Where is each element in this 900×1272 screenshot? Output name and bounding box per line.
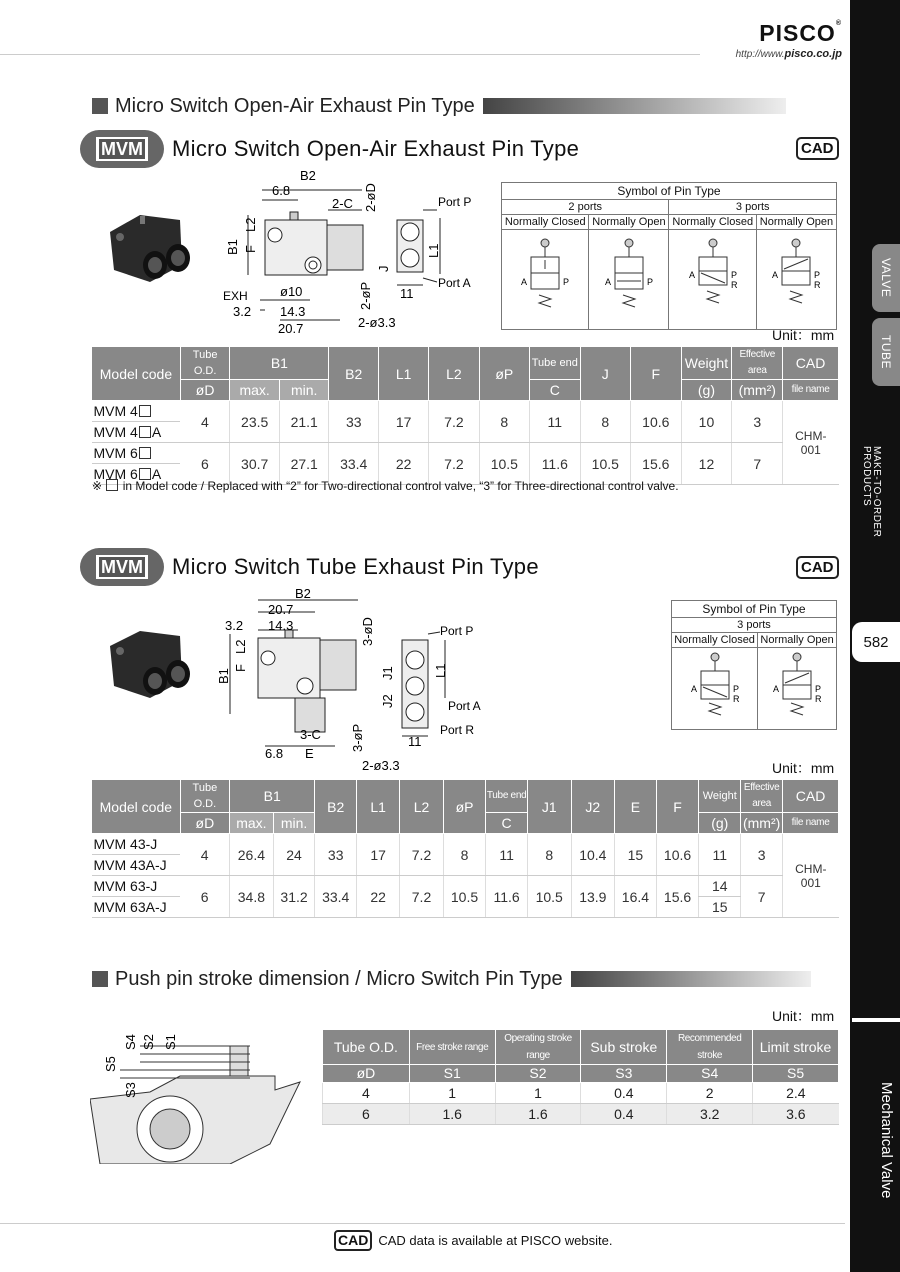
placeholder-box-icon <box>139 426 151 438</box>
col-sub-stroke: Sub stroke <box>581 1030 667 1065</box>
valve-symbol-icon <box>685 649 745 725</box>
tab-tube[interactable]: TUBE <box>872 318 900 386</box>
table-row <box>92 443 839 464</box>
svg-text:P: P <box>814 270 821 280</box>
valve-symbol-icon <box>515 235 575 321</box>
label-port-p: Port P <box>438 195 472 209</box>
cell-f: 10.6 <box>631 401 682 443</box>
valve-symbol-icon <box>766 235 826 321</box>
label-s4: S4 <box>123 1034 138 1050</box>
symbol-title: Symbol of Pin Type <box>672 601 837 618</box>
pisco-logo: PISCO® <box>759 20 842 46</box>
col-mm2: (mm²) <box>732 380 783 401</box>
symbol-table-2 <box>671 600 837 730</box>
col-s2: S2 <box>495 1065 581 1083</box>
cell-s5: 3.6 <box>753 1104 839 1125</box>
mvm-badge: MVM <box>80 130 164 168</box>
dim-l1: L1 <box>433 663 448 678</box>
cell-weight: 15 <box>699 897 741 918</box>
col-s5: S5 <box>753 1065 839 1083</box>
cell-weight: 10 <box>681 401 732 443</box>
col-e: E <box>615 780 657 834</box>
dim-j2: J2 <box>380 694 395 708</box>
model-code: MVM 4 <box>92 401 181 422</box>
symbol-group-2ports: 2 ports <box>502 200 669 215</box>
col-b1-max: max. <box>230 813 274 834</box>
dim-e: E <box>305 746 314 761</box>
cell-l2: 7.2 <box>429 443 479 485</box>
product2-drawing <box>100 586 500 776</box>
cell-od: 6 <box>323 1104 410 1125</box>
dim-32: 3.2 <box>233 304 252 319</box>
cell-c: 11 <box>486 834 528 876</box>
dim-3c: 3-C <box>300 727 321 742</box>
cell-l1: 17 <box>378 401 428 443</box>
placeholder-box-icon <box>139 447 151 459</box>
svg-text:A: A <box>773 684 780 694</box>
unit-label-1: Unit：mm <box>772 327 835 343</box>
cell-b2: 33.4 <box>329 443 379 485</box>
col-weight: Weight <box>681 347 732 380</box>
label-port-p: Port P <box>440 624 474 638</box>
cell-od: 4 <box>180 834 229 876</box>
model-code: MVM 4 A <box>92 422 181 443</box>
dim-b2: B2 <box>300 170 316 183</box>
col-j: J <box>580 347 631 401</box>
label-s3: S3 <box>123 1082 138 1098</box>
cell-l1: 17 <box>357 834 400 876</box>
cell-j: 10.5 <box>580 443 631 485</box>
cell-op: 8 <box>443 834 486 876</box>
svg-text:A: A <box>688 270 695 280</box>
dim-l1: L1 <box>426 243 441 258</box>
col-l1: L1 <box>357 780 400 834</box>
section-header-2 <box>92 967 811 991</box>
svg-text:P: P <box>732 684 739 694</box>
model-code: MVM 43-J <box>92 834 181 855</box>
model-code: MVM 63A-J <box>92 897 181 918</box>
placeholder-box-icon <box>106 479 118 491</box>
svg-text:P: P <box>646 277 653 287</box>
cell-s2: 1.6 <box>495 1104 581 1125</box>
col-file-name: file name <box>783 813 839 834</box>
dim-2033: 2-ø3.3 <box>358 315 396 330</box>
cell-op: 8 <box>479 401 530 443</box>
col-recommended-stroke: Recommended stroke <box>667 1030 753 1065</box>
col-od: øD <box>180 380 229 401</box>
stroke-table <box>322 1029 839 1125</box>
cell-b2: 33 <box>329 401 379 443</box>
svg-text:A: A <box>521 277 528 287</box>
col-j1: J1 <box>527 780 571 834</box>
model-code: MVM 43A-J <box>92 855 181 876</box>
col-tube-end: Tube end <box>530 347 580 380</box>
table-row <box>323 1083 839 1104</box>
cell-s5: 2.4 <box>753 1083 839 1104</box>
col-s4: S4 <box>667 1065 753 1083</box>
symbol-cell <box>502 230 589 330</box>
symbol-col-nc: Normally Closed <box>672 633 758 648</box>
product-title-text: Micro Switch Open-Air Exhaust Pin Type <box>172 136 580 161</box>
col-effective-area: Effective area <box>741 780 783 813</box>
cell-weight: 14 <box>699 876 741 897</box>
col-g: (g) <box>699 813 741 834</box>
col-cad: CAD <box>783 347 839 380</box>
product-title-text: Micro Switch Tube Exhaust Pin Type <box>172 554 539 579</box>
symbol-col-no-3: Normally Open <box>756 215 836 230</box>
col-s3: S3 <box>581 1065 667 1083</box>
brand-header <box>736 20 842 60</box>
section-gradient-bar <box>483 98 786 114</box>
cell-s1: 1 <box>409 1083 495 1104</box>
label-port-a: Port A <box>438 276 471 290</box>
label-s1: S1 <box>163 1034 178 1050</box>
symbol-col-nc-2: Normally Closed <box>502 215 589 230</box>
col-od: øD <box>323 1065 410 1083</box>
symbol-col-no-2: Normally Open <box>589 215 669 230</box>
cell-l1: 22 <box>378 443 428 485</box>
dim-2od: 2-øD <box>363 183 378 212</box>
dim-207: 20.7 <box>268 602 294 617</box>
footer-text: CAD data is available at PISCO website. <box>378 1233 613 1248</box>
col-op: øP <box>443 780 486 834</box>
col-b1: B1 <box>230 780 315 813</box>
cell-effective-area: 7 <box>732 443 783 485</box>
cell-c: 11 <box>530 401 580 443</box>
cell-od: 4 <box>180 401 229 443</box>
model-code-note: ※ in Model code / Replaced with “2” for Two-directional control valve, “3” for Three-directional control valve. <box>92 479 679 493</box>
dim-f: F <box>243 245 258 253</box>
col-cad: CAD <box>783 780 839 813</box>
cell-cad-file[interactable]: CHM-001 <box>783 401 839 485</box>
label-port-a: Port A <box>448 699 481 713</box>
section-gradient-bar <box>571 971 811 987</box>
symbol-group-3ports: 3 ports <box>672 618 837 633</box>
dim-j1: J1 <box>380 666 395 680</box>
dim-68: 6.8 <box>272 183 291 198</box>
section-title: Push pin stroke dimension / Micro Switch Pin Type <box>115 967 563 990</box>
symbol-cell <box>758 648 837 730</box>
cell-effective-area: 3 <box>741 834 783 876</box>
svg-text:R: R <box>815 694 822 704</box>
product1-drawing <box>100 170 500 335</box>
symbol-cell <box>756 230 836 330</box>
svg-text:A: A <box>604 277 611 287</box>
cell-s3: 0.4 <box>581 1083 667 1104</box>
dim-j: J <box>376 265 391 272</box>
col-tube-od: Tube O.D. <box>180 347 229 380</box>
svg-text:R: R <box>730 280 738 290</box>
cell-j1: 8 <box>527 834 571 876</box>
table-row <box>92 876 839 897</box>
symbol-group-3ports: 3 ports <box>669 200 837 215</box>
col-weight: Weight <box>699 780 741 813</box>
col-model-code: Model code <box>92 347 181 401</box>
product-title-1 <box>80 130 579 168</box>
cell-j2: 13.9 <box>571 876 615 918</box>
col-tube-od: Tube O.D. <box>180 780 229 813</box>
cell-j: 8 <box>580 401 631 443</box>
dim-207: 20.7 <box>278 321 304 335</box>
svg-text:R: R <box>732 694 740 704</box>
col-b2: B2 <box>315 780 357 834</box>
col-j2: J2 <box>571 780 615 834</box>
footer-divider <box>0 1223 845 1224</box>
cell-b1-max: 26.4 <box>230 834 274 876</box>
page-number: 582 <box>852 622 900 662</box>
col-operating-stroke: Operating stroke range <box>495 1030 581 1065</box>
col-b2: B2 <box>329 347 379 401</box>
cell-f: 15.6 <box>631 443 682 485</box>
cell-l1: 22 <box>357 876 400 918</box>
tab-mechanical-valve[interactable]: Mechanical Valve <box>878 1081 895 1199</box>
cell-j1: 10.5 <box>527 876 571 918</box>
dim-68: 6.8 <box>265 746 284 761</box>
dim-f: F <box>233 664 248 672</box>
cad-button-2[interactable]: CAD <box>796 556 839 579</box>
symbol-col-nc-3: Normally Closed <box>669 215 756 230</box>
label-port-r: Port R <box>440 723 475 737</box>
table-row <box>323 1104 839 1125</box>
cell-b1-min: 24 <box>273 834 315 876</box>
col-b1-min: min. <box>279 380 329 401</box>
cell-s4: 3.2 <box>667 1104 753 1125</box>
section-header-1 <box>92 94 786 118</box>
dim-l2: L2 <box>243 217 258 232</box>
symbol-cell <box>669 230 756 330</box>
svg-text:P: P <box>815 684 822 694</box>
label-s5: S5 <box>103 1056 118 1072</box>
dim-l2: L2 <box>233 639 248 654</box>
col-f: F <box>631 347 682 401</box>
valve-symbol-icon <box>767 649 827 725</box>
cell-op: 10.5 <box>443 876 486 918</box>
cell-cad-file[interactable]: CHM-001 <box>783 834 839 918</box>
dim-3op: 3-øP <box>350 723 365 752</box>
product-photo-2 <box>110 631 190 698</box>
col-b1: B1 <box>230 347 329 380</box>
cell-s3: 0.4 <box>581 1104 667 1125</box>
cell-od: 4 <box>323 1083 410 1104</box>
symbol-cell <box>672 648 758 730</box>
dim-11: 11 <box>408 734 422 749</box>
spec-table-1 <box>91 346 839 485</box>
col-effective-area: Effective area <box>732 347 783 380</box>
cell-od: 6 <box>180 876 229 918</box>
footer <box>334 1230 612 1251</box>
svg-text:A: A <box>772 270 779 280</box>
section-title: Micro Switch Open-Air Exhaust Pin Type <box>115 94 475 117</box>
col-l1: L1 <box>378 347 428 401</box>
col-f: F <box>656 780 699 834</box>
cell-b1-min: 31.2 <box>273 876 315 918</box>
mvm-badge: MVM <box>80 548 164 586</box>
product-photo-1 <box>110 215 190 282</box>
cell-s4: 2 <box>667 1083 753 1104</box>
cell-l2: 7.2 <box>429 401 479 443</box>
label-s2: S2 <box>141 1034 156 1050</box>
symbol-table-1 <box>501 182 837 330</box>
dim-32: 3.2 <box>225 618 244 633</box>
dim-11: 11 <box>400 286 414 301</box>
cell-j2: 10.4 <box>571 834 615 876</box>
cell-f: 15.6 <box>656 876 699 918</box>
cell-s1: 1.6 <box>409 1104 495 1125</box>
col-model-code: Model code <box>92 780 181 834</box>
svg-text:P: P <box>563 277 570 287</box>
cell-s2: 1 <box>495 1083 581 1104</box>
cell-l2: 7.2 <box>400 876 443 918</box>
website-url[interactable]: http://www.pisco.co.jp <box>735 48 842 60</box>
dim-b1: B1 <box>225 239 240 255</box>
col-tube-od: Tube O.D. <box>323 1030 410 1065</box>
cell-b1-max: 23.5 <box>230 401 280 443</box>
col-l2: L2 <box>429 347 479 401</box>
cell-c: 11.6 <box>486 876 528 918</box>
tab-make-to-order[interactable]: MAKE-TO-ORDER PRODUCTS <box>858 446 884 540</box>
valve-symbol-icon <box>599 235 659 321</box>
col-free-stroke: Free stroke range <box>409 1030 495 1065</box>
unit-label-2: Unit：mm <box>772 760 835 776</box>
col-g: (g) <box>681 380 732 401</box>
dim-2op: 2-øP <box>358 281 373 310</box>
cad-button-1[interactable]: CAD <box>796 137 839 160</box>
col-limit-stroke: Limit stroke <box>753 1030 839 1065</box>
dim-143: 14.3 <box>268 618 294 633</box>
tab-valve[interactable]: VALVE <box>872 244 900 312</box>
cell-b2: 33 <box>315 834 357 876</box>
col-s1: S1 <box>409 1065 495 1083</box>
model-code: MVM 6 <box>92 443 181 464</box>
table-row <box>92 834 839 855</box>
cell-f: 10.6 <box>656 834 699 876</box>
cad-mark[interactable]: CAD <box>334 1230 372 1251</box>
model-code: MVM 6 A <box>92 464 181 485</box>
svg-text:R: R <box>814 280 821 290</box>
label-exh: EXH <box>223 289 248 303</box>
section-square-icon <box>92 98 108 114</box>
spec-table-2 <box>91 779 839 918</box>
dim-3od: 3-øD <box>360 617 375 646</box>
valve-symbol-icon <box>683 235 743 321</box>
col-c: C <box>530 380 580 401</box>
dim-2033: 2-ø3.3 <box>362 758 400 773</box>
col-mm2: (mm²) <box>741 813 783 834</box>
model-code: MVM 63-J <box>92 876 181 897</box>
cell-b1-max: 34.8 <box>230 876 274 918</box>
dim-10: ø10 <box>280 284 303 299</box>
symbol-cell <box>589 230 669 330</box>
stroke-drawing <box>90 1024 305 1164</box>
col-b1-max: max. <box>230 380 280 401</box>
cell-effective-area: 7 <box>741 876 783 918</box>
cell-effective-area: 3 <box>732 401 783 443</box>
dim-b1: B1 <box>216 668 231 684</box>
cell-b1-min: 27.1 <box>279 443 329 485</box>
svg-text:A: A <box>690 684 697 694</box>
dim-b2: B2 <box>295 586 311 601</box>
cell-weight: 11 <box>699 834 741 876</box>
cell-b2: 33.4 <box>315 876 357 918</box>
header-divider <box>0 54 700 55</box>
col-c: C <box>486 813 528 834</box>
col-b1-min: min. <box>273 813 315 834</box>
placeholder-box-icon <box>139 405 151 417</box>
symbol-col-no: Normally Open <box>758 633 837 648</box>
cell-od: 6 <box>180 443 229 485</box>
section-square-icon <box>92 971 108 987</box>
col-tube-end: Tube end <box>486 780 528 813</box>
col-od: øD <box>180 813 229 834</box>
cell-b1-min: 21.1 <box>279 401 329 443</box>
table-row <box>92 401 839 422</box>
cell-e: 16.4 <box>615 876 657 918</box>
cell-c: 11.6 <box>530 443 580 485</box>
dim-2c: 2-C <box>332 196 353 211</box>
unit-label-3: Unit：mm <box>772 1008 835 1024</box>
col-file-name: file name <box>783 380 839 401</box>
product-title-2 <box>80 548 539 586</box>
cell-e: 15 <box>615 834 657 876</box>
svg-text:P: P <box>730 270 737 280</box>
col-op: øP <box>479 347 530 401</box>
cell-b1-max: 30.7 <box>230 443 280 485</box>
dim-143: 14.3 <box>280 304 306 319</box>
cell-l2: 7.2 <box>400 834 443 876</box>
col-l2: L2 <box>400 780 443 834</box>
cell-weight: 12 <box>681 443 732 485</box>
cell-op: 10.5 <box>479 443 530 485</box>
symbol-title: Symbol of Pin Type <box>502 183 837 200</box>
